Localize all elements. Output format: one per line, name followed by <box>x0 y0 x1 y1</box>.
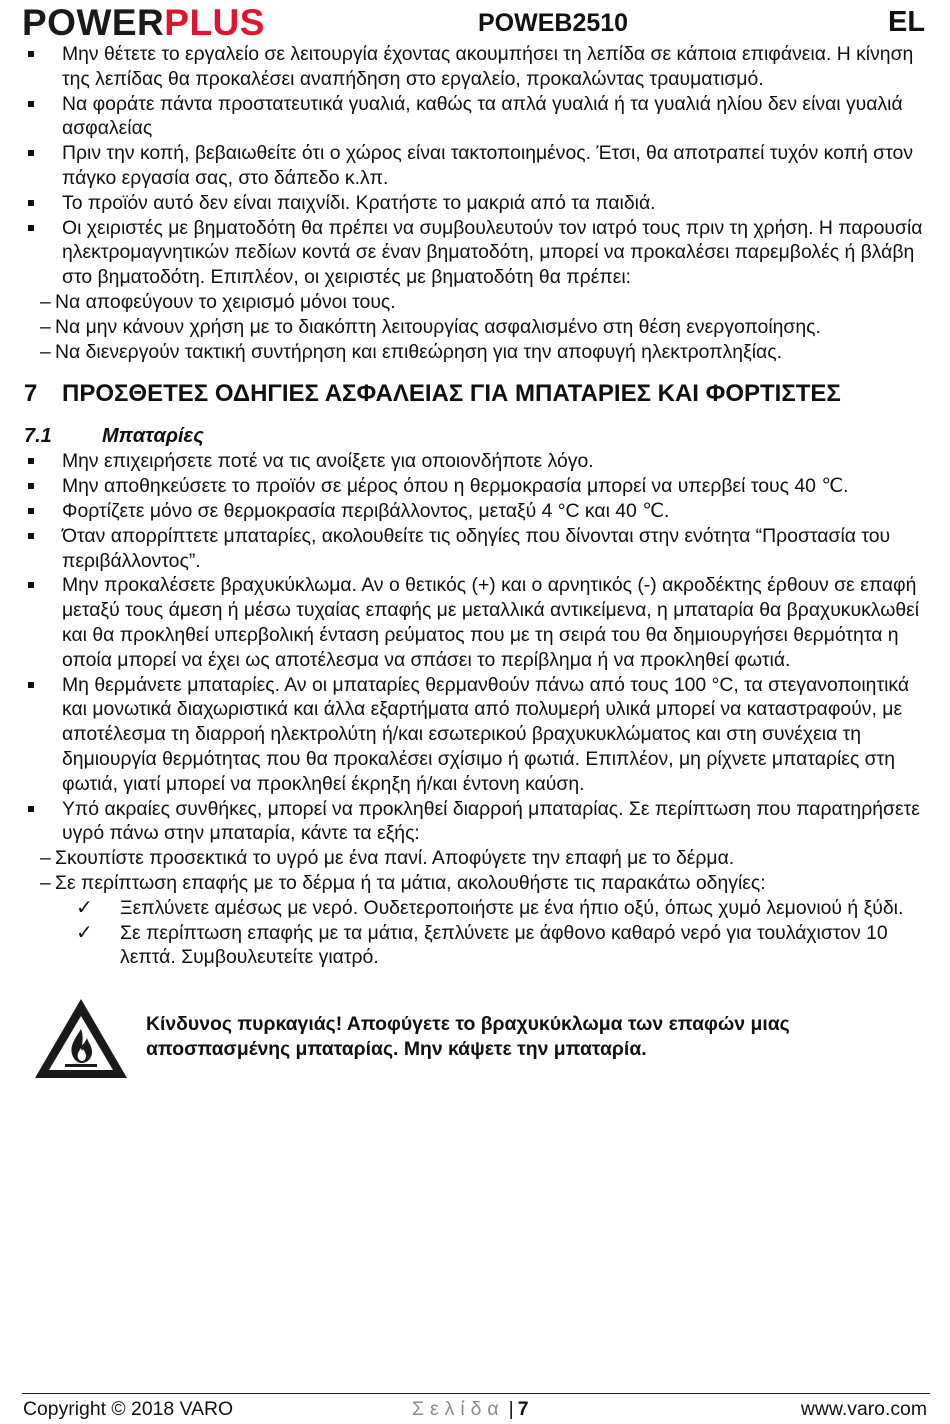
list-item-text: Όταν απορρίπτετε μπαταρίες, ακολουθείτε τις οδηγίες που δίνονται στην ενότητα “Προστασία του περιβάλλοντος”. <box>62 524 891 572</box>
list-item-text: Μην θέτετε το εργαλείο σε λειτουργία έχοντας ακουμπήσει τη λεπίδα σε κάποια επιφάνεια. Η κίνηση της λεπίδας θα προκαλέσει αναπήδηση στο εργαλείο, προκαλώντας τραυματισμό. <box>62 43 914 90</box>
subsection-title: Μπαταρίες <box>102 425 204 448</box>
section-number: 7 <box>24 380 38 408</box>
list-item-text: Μην προκαλέσετε βραχυκύκλωμα. Αν ο θετικός (+) και ο αρνητικός (-) ακροδέκτης έρθουν σε επαφή μεταξύ τους άμεση ή μέσω τυχαίας επαφής με μεταλλικά αντικείμενα, η μπαταρία θα βραχυκυκλωθεί και θα προκληθεί υπερβολική ένταση ρεύματος που με τη σειρά του θα δημιουργήσει θερμότητα η οποία μπορεί να έχει ως αποτέλεσμα να σπάσει το περίβλημα ή να προκληθεί φωτιά. <box>62 574 920 671</box>
logo-part-plus: PLUS <box>164 2 265 43</box>
list-item-text: Μην αποθηκεύσετε το προϊόν σε μέρος όπου η θερμοκρασία μπορεί να υπερβεί τους 40 ℃. <box>62 475 849 498</box>
list-item-text: Το προϊόν αυτό δεν είναι παιχνίδι. Κρατήστε το μακριά από τα παιδιά. <box>62 191 656 214</box>
list-item-text: Φορτίζετε μόνο σε θερμοκρασία περιβάλλοντος, μεταξύ 4 °C και 40 ℃. <box>62 499 670 522</box>
dash-marker: – <box>40 871 51 894</box>
fire-hazard-icon <box>32 996 130 1082</box>
subsection-number: 7.1 <box>24 425 52 448</box>
dash-item <box>24 871 924 896</box>
bullet-square-icon <box>28 51 34 57</box>
list-item <box>24 191 924 216</box>
logo-part-power: POWER <box>22 2 165 43</box>
list-item <box>24 524 924 574</box>
check-item <box>24 896 924 921</box>
fire-warning-block <box>24 992 924 1082</box>
bullet-square-icon <box>28 101 34 107</box>
dash-item <box>24 315 924 340</box>
list-item <box>24 141 924 191</box>
warning-text: Κίνδυνος πυρκαγιάς! Αποφύγετε το βραχυκύκλωμα των επαφών μιας αποσπασμένης μπαταρίας. Μην κάψετε την μπαταρία. <box>146 1013 790 1061</box>
bullet-square-icon <box>28 200 34 206</box>
dash-marker: – <box>40 847 51 870</box>
dash-marker: – <box>40 315 51 338</box>
battery-bullet-list <box>24 449 924 846</box>
dash-marker: – <box>40 340 51 363</box>
check-item-text: Σε περίπτωση επαφής με τα μάτια, ξεπλύνετε με άφθονο καθαρό νερό για τουλάχιστον 10 λεπτά. Συμβουλευτείτε γιατρό. <box>120 921 888 969</box>
dash-item-text: Σκουπίστε προσεκτικά το υγρό με ένα πανί. Αποφύγετε την επαφή με το δέρμα. <box>55 847 735 870</box>
dash-item-text: Να αποφεύγουν το χειρισμό μόνοι τους. <box>55 290 396 313</box>
footer-divider <box>22 1393 930 1394</box>
bullet-square-icon <box>28 483 34 489</box>
list-item <box>24 573 924 672</box>
list-item <box>24 42 924 92</box>
powerplus-logo <box>22 4 265 41</box>
list-item-text: Υπό ακραίες συνθήκες, μπορεί να προκληθεί διαρροή μπαταρίας. Σε περίπτωση που παρατηρήσετε υγρό πάνω στην μπαταρία, κάντε τα εξής: <box>62 797 920 845</box>
page-footer <box>0 1398 950 1424</box>
page-content <box>24 42 924 1082</box>
list-item-text: Μη θερμάνετε μπαταρίες. Αν οι μπαταρίες θερμανθούν πάνω από τους 100 °C, τα στεγανοποιητικά και μονωτικά διαχωριστικά και άλλα εξαρτήματα από πολυμερή υλικά μπορεί να καταστραφούν, με αποτέλεσμα τη διαρροή ηλεκτρολύτη ή/και εσωτερικού βραχυκυκλώματος και στη συνέχεια τη δημιουργία θερμότητας που θα προκαλέσει σχίσιμο ή φωτιά. Επιπλέον, μη ρίχνετε μπαταρίες στη φωτιά, γιατί μπορεί να προκληθεί έκρηξη ή/και έντονη καύση. <box>62 673 910 795</box>
dash-marker: – <box>40 290 51 313</box>
list-item <box>24 92 924 142</box>
list-item-text: Πριν την κοπή, βεβαιωθείτε ότι ο χώρος είναι τακτοποιημένος. Έτσι, θα αποτραπεί τυχόν κοπή στον πάγκο εργασία σας, στο δάπεδο κ.λπ. <box>62 142 914 189</box>
section-title: ΠΡΟΣΘΕΤΕΣ ΟΔΗΓΙΕΣ ΑΣΦΑΛΕΙΑΣ ΓΙΑ ΜΠΑΤΑΡΙΕΣ ΚΑΙ ΦΟΡΤΙΣΤΕΣ <box>62 380 841 408</box>
bullet-square-icon <box>28 806 34 812</box>
bullet-square-icon <box>28 533 34 539</box>
model-number: POWEB2510 <box>478 9 629 37</box>
list-item <box>24 474 924 499</box>
page-label: Σελίδα <box>412 1398 505 1420</box>
pacemaker-dash-list <box>24 290 924 364</box>
intro-bullet-list <box>24 42 924 290</box>
bullet-square-icon <box>28 150 34 156</box>
dash-item <box>24 340 924 365</box>
dash-item-text: Να διενεργούν τακτική συντήρηση και επιθεώρηση για την αποφυγή ηλεκτροπληξίας. <box>55 340 782 363</box>
check-item-text: Ξεπλύνετε αμέσως με νερό. Ουδετεροποιήστε με ένα ήπιο οξύ, όπως χυμό λεμονιού ή ξύδι. <box>120 896 904 919</box>
list-item <box>24 216 924 290</box>
language-code: EL <box>888 6 926 38</box>
page-indicator <box>412 1398 528 1421</box>
section-7-1-heading <box>24 423 924 449</box>
bullet-square-icon <box>28 508 34 514</box>
check-item <box>24 921 924 971</box>
bullet-square-icon <box>28 582 34 588</box>
list-item <box>24 673 924 797</box>
page-number: 7 <box>517 1398 529 1420</box>
page-separator: | <box>508 1398 514 1420</box>
page-header <box>0 0 950 44</box>
list-item-text: Οι χειριστές με βηματοδότη θα πρέπει να συμβουλευτούν τον ιατρό τους πριν τη χρήση. Η παρουσία ηλεκτρομαγνητικών πεδίων κοντά σε έναν βηματοδότη, μπορεί να προκαλέσει παρεμβολές ή βλάβη στο βηματοδότη. Επιπλέον, οι χειριστές με βηματοδότη θα πρέπει: <box>62 216 923 289</box>
bullet-square-icon <box>28 225 34 231</box>
dash-item-text: Να μην κάνουν χρήση με το διακόπτη λειτουργίας ασφαλισμένο στη θέση ενεργοποίησης. <box>55 315 821 338</box>
website-url: www.varo.com <box>800 1398 927 1420</box>
bullet-square-icon <box>28 682 34 688</box>
copyright-text: Copyright © 2018 VARO <box>23 1398 234 1420</box>
checkmark-icon: ✓ <box>76 921 93 944</box>
dash-item <box>24 846 924 871</box>
leak-check-list <box>24 896 924 970</box>
list-item <box>24 797 924 847</box>
list-item <box>24 499 924 524</box>
bullet-square-icon <box>28 458 34 464</box>
checkmark-icon: ✓ <box>76 896 93 919</box>
dash-item-text: Σε περίπτωση επαφής με το δέρμα ή τα μάτια, ακολουθήστε τις παρακάτω οδηγίες: <box>55 871 766 894</box>
list-item <box>24 449 924 474</box>
section-7-heading <box>24 378 924 409</box>
leak-dash-list <box>24 846 924 896</box>
list-item-text: Μην επιχειρήσετε ποτέ να τις ανοίξετε για οποιονδήποτε λόγο. <box>62 450 594 473</box>
list-item-text: Να φοράτε πάντα προστατευτικά γυαλιά, καθώς τα απλά γυαλιά ή τα γυαλιά ηλίου δεν είναι γυαλιά ασφαλείας <box>62 92 903 140</box>
dash-item <box>24 290 924 315</box>
